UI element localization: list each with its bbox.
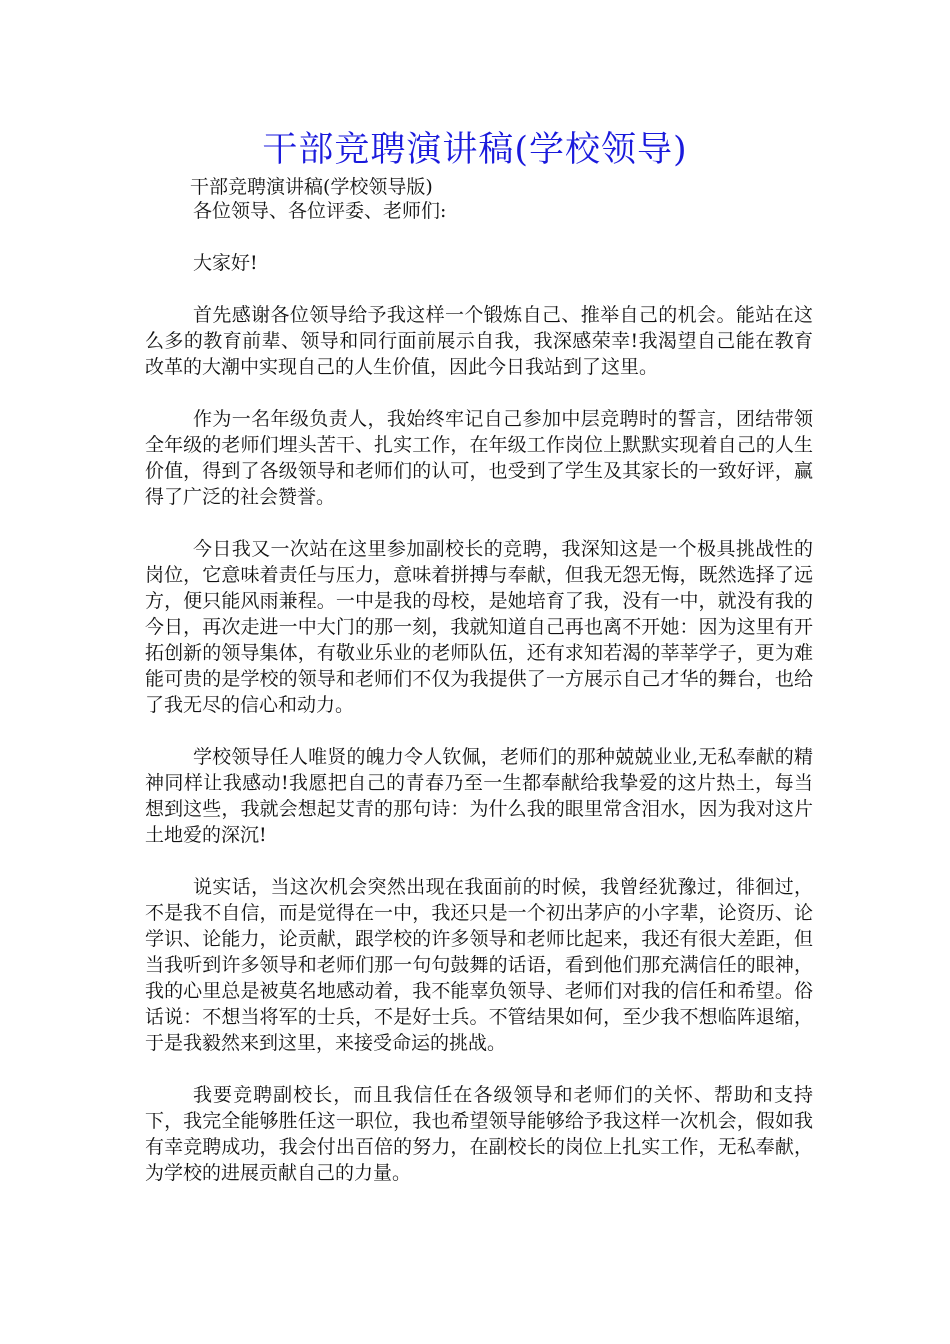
paragraph: 说实话，当这次机会突然出现在我面前的时候，我曾经犹豫过，徘徊过，不是我不自信，而是觉得在一中，我还只是一个初出茅庐的小字辈，论资历、论学识、论能力，论贡献，跟学校的许多领导和老师比起来，我还有很大差距，但当我听到许多领导和老师们那一句句鼓舞的话语，看到他们那充满信任的眼神，我的心里总是被莫名地感动着，我不能辜负领导、老师们对我的信任和希望。俗话说：不想当将军的士兵，不是好士兵。不管结果如何，至少我不想临阵退缩，于是我毅然来到这里，来接受命运的挑战。 [145, 876, 813, 1054]
paragraph: 首先感谢各位领导给予我这样一个锻炼自己、推举自己的机会。能站在这么多的教育前辈、领导和同行面前展示自我，我深感荣幸!我渴望自己能在教育改革的大潮中实现自己的人生价值，因此今日我站到了这里。 [145, 304, 813, 378]
document-title: 干部竞聘演讲稿(学校领导) [262, 130, 688, 170]
paragraph: 今日我又一次站在这里参加副校长的竞聘，我深知这是一个极具挑战性的岗位，它意味着责任与压力，意味着拼搏与奉献，但我无怨无悔，既然选择了远方，便只能风雨兼程。一中是我的母校，是她培育了我，没有一中，就没有我的今日，再次走进一中大门的那一刻，我就知道自己再也离不开她：因为这里有开拓创新的领导集体，有敬业乐业的老师队伍，还有求知若渴的莘莘学子，更为难能可贵的是学校的领导和老师们不仅为我提供了一方展示自己才华的舞台，也给了我无尽的信心和动力。 [145, 538, 813, 716]
paragraph: 我要竞聘副校长，而且我信任在各级领导和老师们的关怀、帮助和支持下，我完全能够胜任这一职位，我也希望领导能够给予我这样一次机会，假如我有幸竞聘成功，我会付出百倍的努力，在副校长的岗位上扎实工作，无私奉献，为学校的进展贡献自己的力量。 [145, 1084, 813, 1184]
paragraph: 学校领导任人唯贤的魄力令人钦佩，老师们的那种兢兢业业,无私奉献的精神同样让我感动!我愿把自己的青春乃至一生都奉献给我挚爱的这片热土，每当想到这些，我就会想起艾青的那句诗：为什么我的眼里常含泪水，因为我对这片土地爱的深沉! [145, 746, 813, 846]
greeting: 大家好! [193, 252, 258, 274]
salutation: 各位领导、各位评委、老师们: [193, 200, 447, 222]
document-body [145, 198, 813, 1212]
paragraph: 作为一名年级负责人，我始终牢记自己参加中层竞聘时的誓言，团结带领全年级的老师们埋头苦干、扎实工作，在年级工作岗位上默默实现着自己的人生价值，得到了各级领导和老师们的认可，也受到了学生及其家长的一致好评，赢得了广泛的社会赞誉。 [145, 408, 813, 508]
document-subtitle: 干部竞聘演讲稿(学校领导版) [190, 176, 433, 198]
